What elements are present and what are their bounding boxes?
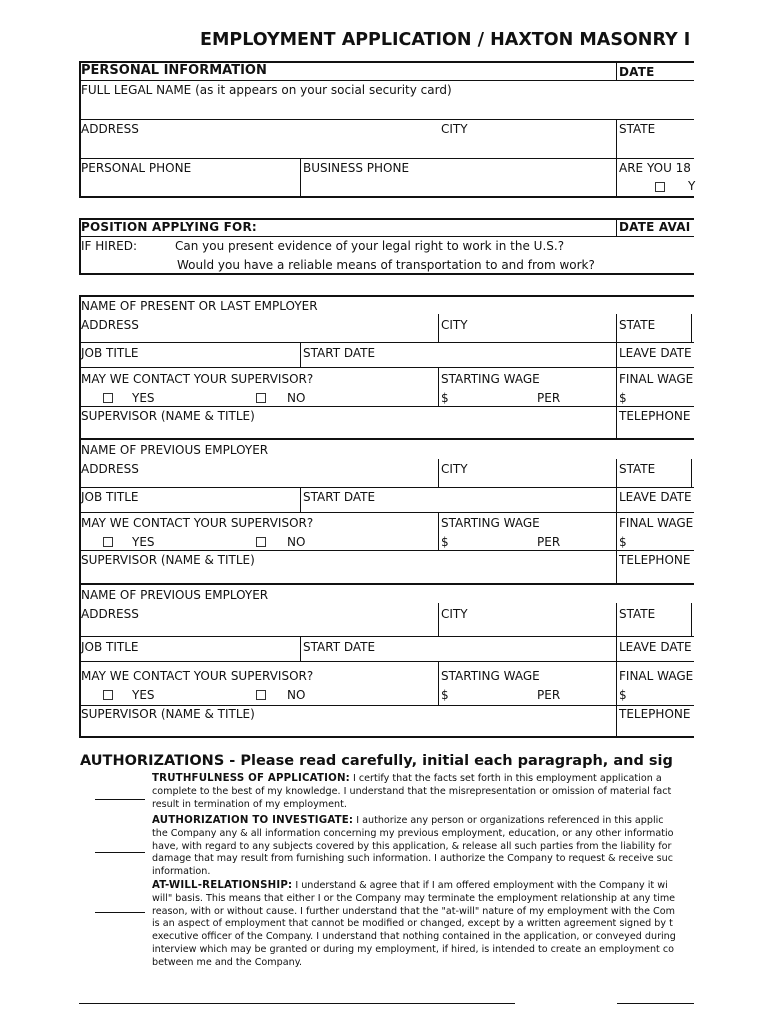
if-hired-label: IF HIRED: (81, 239, 138, 253)
starting-wage-dollar: $ (441, 688, 449, 702)
city-label: CITY (441, 122, 468, 136)
starting-wage-per: PER (537, 391, 561, 405)
supervisor-label: SUPERVISOR (NAME & TITLE) (81, 553, 255, 567)
starting-wage-label: STARTING WAGE (441, 516, 540, 530)
contact-no-checkbox[interactable] (256, 690, 266, 700)
document-title: EMPLOYMENT APPLICATION / HAXTON MASONRY I (200, 30, 691, 50)
investigate-line-4: damage that may result from furnishing such information. I authorize the Company to request & receive suc (152, 853, 674, 865)
contact-no-label: NO (287, 391, 306, 405)
final-wage-dollar: $ (619, 391, 627, 405)
telephone-label: TELEPHONE (619, 707, 691, 721)
starting-wage-dollar: $ (441, 535, 449, 549)
supervisor-label: SUPERVISOR (NAME & TITLE) (81, 707, 255, 721)
leave-date-label: LEAVE DATE (619, 490, 692, 504)
starting-wage-label: STARTING WAGE (441, 669, 540, 683)
employer-address-label: ADDRESS (81, 607, 139, 621)
investigate-heading: AUTHORIZATION TO INVESTIGATE: (152, 815, 354, 826)
start-date-label: START DATE (303, 490, 376, 504)
contact-yes-checkbox[interactable] (103, 537, 113, 547)
contact-no-label: NO (287, 535, 306, 549)
telephone-label: TELEPHONE (619, 409, 691, 423)
at-will-line-4: is an aspect of employment that cannot be modified or changed, except by a written agreement signed by t (152, 918, 673, 930)
leave-date-label: LEAVE DATE (619, 346, 692, 360)
at-will-line-7: between me and the Company. (152, 956, 303, 968)
investigate-line-3: have, with regard to any subjects covered by this application, & release all such parties from the liability for (152, 840, 672, 852)
employer-city-label: CITY (441, 607, 468, 621)
personal-phone-label: PERSONAL PHONE (81, 161, 192, 175)
start-date-label: START DATE (303, 640, 376, 654)
investigate-initial-line[interactable] (95, 852, 145, 853)
supervisor-label: SUPERVISOR (NAME & TITLE) (81, 409, 255, 423)
at-will-line-2: will" basis. This means that either I or the Company may terminate the employment relationship at any time (152, 892, 676, 904)
contact-yes-label: YES (132, 391, 155, 405)
truthfulness-line-3: result in termination of my employment. (152, 798, 347, 810)
employer-state-label: STATE (619, 607, 656, 621)
employer-name-label: NAME OF PRESENT OR LAST EMPLOYER (81, 299, 318, 313)
contact-no-checkbox[interactable] (256, 537, 266, 547)
contact-supervisor-label: MAY WE CONTACT YOUR SUPERVISOR? (81, 372, 314, 386)
employer-address-label: ADDRESS (81, 318, 139, 332)
truthfulness-heading: TRUTHFULNESS OF APPLICATION: (152, 773, 350, 784)
employer-state-label: STATE (619, 462, 656, 476)
investigate-line-2: the Company any & all information concerning my previous employment, education, or any other informatio (152, 827, 674, 839)
are-you-18-label: ARE YOU 18 (619, 161, 691, 175)
full-legal-name-label: FULL LEGAL NAME (as it appears on your social security card) (81, 83, 452, 97)
employer-city-label: CITY (441, 318, 468, 332)
at-will-paragraph (152, 880, 697, 970)
starting-wage-per: PER (537, 688, 561, 702)
business-phone-label: BUSINESS PHONE (303, 161, 410, 175)
telephone-label: TELEPHONE (619, 553, 691, 567)
final-wage-dollar: $ (619, 688, 627, 702)
at-will-initial-line[interactable] (95, 912, 145, 913)
final-wage-label: FINAL WAGE (619, 516, 694, 530)
at-will-line-5: executive officer of the Company. I understand that nothing contained in the application, or conveyed during (152, 931, 676, 943)
job-title-label: JOB TITLE (81, 346, 139, 360)
employer-city-label: CITY (441, 462, 468, 476)
starting-wage-label: STARTING WAGE (441, 372, 540, 386)
employer-state-label: STATE (619, 318, 656, 332)
contact-supervisor-label: MAY WE CONTACT YOUR SUPERVISOR? (81, 669, 314, 683)
contact-yes-checkbox[interactable] (103, 393, 113, 403)
signature-date-line[interactable] (617, 1003, 694, 1004)
starting-wage-dollar: $ (441, 391, 449, 405)
at-will-line-1: I understand & agree that if I am offered employment with the Company it wi (292, 880, 668, 891)
address-label: ADDRESS (81, 122, 139, 136)
job-title-label: JOB TITLE (81, 640, 139, 654)
leave-date-label: LEAVE DATE (619, 640, 692, 654)
investigate-line-1: I authorize any person or organizations referenced in this applic (353, 815, 664, 826)
contact-yes-label: YES (132, 535, 155, 549)
start-date-label: START DATE (303, 346, 376, 360)
are-you-18-yes-label: Y (688, 179, 696, 193)
starting-wage-per: PER (537, 535, 561, 549)
truthfulness-line-2: complete to the best of my knowledge. I understand that the misrepresentation or omission of material fact (152, 785, 672, 797)
contact-no-checkbox[interactable] (256, 393, 266, 403)
final-wage-label: FINAL WAGE (619, 372, 694, 386)
investigate-line-5: information. (152, 866, 211, 878)
employer-address-label: ADDRESS (81, 462, 139, 476)
job-title-label: JOB TITLE (81, 490, 139, 504)
position-applying-header: POSITION APPLYING FOR: (81, 220, 257, 234)
employer-name-label: NAME OF PREVIOUS EMPLOYER (81, 443, 269, 457)
legal-right-question: Can you present evidence of your legal right to work in the U.S.? (175, 239, 565, 253)
truthfulness-initial-line[interactable] (95, 799, 145, 800)
final-wage-label: FINAL WAGE (619, 669, 694, 683)
are-you-18-yes-checkbox[interactable] (655, 182, 665, 192)
at-will-line-6: interview which may be granted or during my employment, if hired, is intended to create an employment co (152, 943, 674, 955)
investigate-paragraph (152, 815, 697, 879)
final-wage-dollar: $ (619, 535, 627, 549)
date-label: DATE (619, 65, 655, 79)
contact-yes-checkbox[interactable] (103, 690, 113, 700)
state-label: STATE (619, 122, 656, 136)
at-will-line-3: reason, with or without cause. I further understand that the "at-will" nature of my employment with the Com (152, 905, 675, 917)
transportation-question: Would you have a reliable means of transportation to and from work? (177, 258, 595, 272)
at-will-heading: AT-WILL-RELATIONSHIP: (152, 880, 293, 891)
truthfulness-paragraph (152, 773, 697, 811)
contact-no-label: NO (287, 688, 306, 702)
truthfulness-line-1: I certify that the facts set forth in this employment application a (349, 773, 662, 784)
signature-line[interactable] (79, 1003, 515, 1004)
contact-supervisor-label: MAY WE CONTACT YOUR SUPERVISOR? (81, 516, 314, 530)
employer-name-label: NAME OF PREVIOUS EMPLOYER (81, 588, 269, 602)
personal-information-header: PERSONAL INFORMATION (81, 63, 267, 78)
authorizations-title: AUTHORIZATIONS - Please read carefully, initial each paragraph, and sig (80, 753, 673, 769)
date-available-label: DATE AVAI (619, 220, 691, 234)
contact-yes-label: YES (132, 688, 155, 702)
